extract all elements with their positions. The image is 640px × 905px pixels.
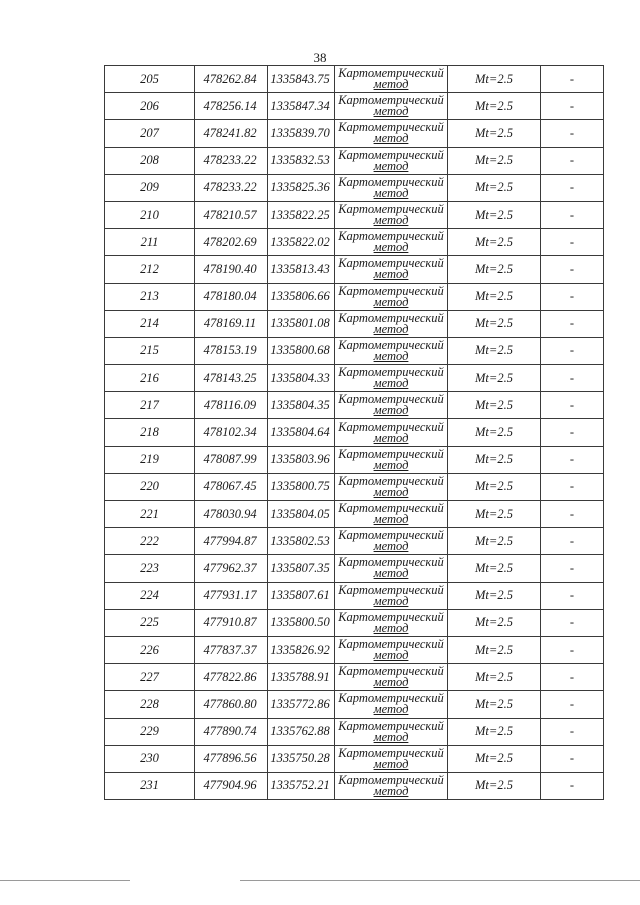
coord-x: 477860.80 [195, 691, 268, 718]
method-text-2: метод [373, 457, 409, 472]
accuracy-cell: Mt=2.5 [448, 636, 541, 663]
point-number: 219 [105, 446, 195, 473]
method-text-2: метод [373, 484, 409, 499]
accuracy-cell: Mt=2.5 [448, 229, 541, 256]
footer-line-left [0, 880, 130, 881]
method-text: Картометрический [338, 93, 444, 108]
note-cell: - [541, 528, 604, 555]
point-number: 225 [105, 609, 195, 636]
accuracy-cell: Mt=2.5 [448, 609, 541, 636]
note-cell: - [541, 582, 604, 609]
note-cell: - [541, 66, 604, 93]
method-text: Картометрический [338, 147, 444, 162]
table-row [105, 93, 604, 120]
coord-y: 1335822.25 [268, 201, 335, 228]
point-number: 209 [105, 174, 195, 201]
coord-x: 478143.25 [195, 365, 268, 392]
method-cell [335, 392, 448, 419]
note-cell: - [541, 691, 604, 718]
point-number: 211 [105, 229, 195, 256]
method-text: Картометрический [338, 174, 444, 189]
note-cell: - [541, 283, 604, 310]
method-text: Картометрический [338, 691, 444, 706]
table-row [105, 66, 604, 93]
method-text-2: метод [373, 240, 409, 255]
table-row [105, 555, 604, 582]
point-number: 216 [105, 365, 195, 392]
method-cell [335, 147, 448, 174]
table-row [105, 419, 604, 446]
method-cell [335, 446, 448, 473]
note-cell: - [541, 609, 604, 636]
method-text: Картометрический [338, 609, 444, 624]
coord-y: 1335843.75 [268, 66, 335, 93]
coord-x: 477962.37 [195, 555, 268, 582]
note-cell: - [541, 419, 604, 446]
coord-x: 478116.09 [195, 392, 268, 419]
table-row [105, 691, 604, 718]
method-text: Картометрический [338, 229, 444, 244]
method-cell [335, 745, 448, 772]
table-row [105, 582, 604, 609]
coordinates-table-body [105, 66, 604, 800]
method-text-2: метод [373, 593, 409, 608]
method-text: Картометрический [338, 310, 444, 325]
method-text: Картометрический [338, 501, 444, 516]
point-number: 210 [105, 201, 195, 228]
method-text: Картометрический [338, 664, 444, 679]
coord-y: 1335802.53 [268, 528, 335, 555]
note-cell: - [541, 501, 604, 528]
accuracy-cell: Mt=2.5 [448, 772, 541, 799]
method-cell [335, 66, 448, 93]
coord-y: 1335847.34 [268, 93, 335, 120]
coord-x: 478210.57 [195, 201, 268, 228]
coord-x: 477904.96 [195, 772, 268, 799]
method-cell [335, 365, 448, 392]
method-text: Картометрический [338, 365, 444, 380]
coord-x: 477910.87 [195, 609, 268, 636]
coord-y: 1335800.68 [268, 337, 335, 364]
table-row [105, 636, 604, 663]
note-cell: - [541, 555, 604, 582]
method-text-2: метод [373, 403, 409, 418]
method-cell [335, 718, 448, 745]
table-row [105, 120, 604, 147]
note-cell: - [541, 365, 604, 392]
coord-x: 478102.34 [195, 419, 268, 446]
method-cell [335, 310, 448, 337]
table-row [105, 229, 604, 256]
accuracy-cell: Mt=2.5 [448, 528, 541, 555]
accuracy-cell: Mt=2.5 [448, 501, 541, 528]
coord-x: 477896.56 [195, 745, 268, 772]
method-text-2: метод [373, 783, 409, 798]
method-text: Картометрический [338, 582, 444, 597]
point-number: 222 [105, 528, 195, 555]
note-cell: - [541, 310, 604, 337]
note-cell: - [541, 718, 604, 745]
coord-x: 477890.74 [195, 718, 268, 745]
table-row [105, 283, 604, 310]
table-row [105, 501, 604, 528]
coord-x: 478153.19 [195, 337, 268, 364]
point-number: 229 [105, 718, 195, 745]
method-text-2: метод [373, 702, 409, 717]
accuracy-cell: Mt=2.5 [448, 745, 541, 772]
coordinates-table [104, 65, 604, 800]
note-cell: - [541, 772, 604, 799]
point-number: 207 [105, 120, 195, 147]
coord-y: 1335832.53 [268, 147, 335, 174]
coord-y: 1335806.66 [268, 283, 335, 310]
method-text-2: метод [373, 77, 409, 92]
coord-y: 1335752.21 [268, 772, 335, 799]
coord-y: 1335800.75 [268, 473, 335, 500]
note-cell: - [541, 229, 604, 256]
method-text: Картометрический [338, 202, 444, 217]
coord-y: 1335807.61 [268, 582, 335, 609]
method-text-2: метод [373, 648, 409, 663]
note-cell: - [541, 174, 604, 201]
method-text-2: метод [373, 566, 409, 581]
method-text-2: метод [373, 267, 409, 282]
accuracy-cell: Mt=2.5 [448, 120, 541, 147]
accuracy-cell: Mt=2.5 [448, 392, 541, 419]
method-text: Картометрический [338, 555, 444, 570]
table-row [105, 201, 604, 228]
point-number: 231 [105, 772, 195, 799]
method-text: Картометрический [338, 256, 444, 271]
coord-y: 1335788.91 [268, 664, 335, 691]
method-cell [335, 419, 448, 446]
accuracy-cell: Mt=2.5 [448, 664, 541, 691]
method-cell [335, 582, 448, 609]
coord-y: 1335750.28 [268, 745, 335, 772]
method-text: Картометрический [338, 66, 444, 81]
point-number: 227 [105, 664, 195, 691]
table-row [105, 365, 604, 392]
method-text-2: метод [373, 729, 409, 744]
note-cell: - [541, 636, 604, 663]
point-number: 226 [105, 636, 195, 663]
method-cell [335, 174, 448, 201]
table-row [105, 337, 604, 364]
coord-y: 1335800.50 [268, 609, 335, 636]
method-cell [335, 201, 448, 228]
accuracy-cell: Mt=2.5 [448, 201, 541, 228]
accuracy-cell: Mt=2.5 [448, 310, 541, 337]
method-text: Картометрический [338, 419, 444, 434]
method-cell [335, 473, 448, 500]
accuracy-cell: Mt=2.5 [448, 66, 541, 93]
method-text-2: метод [373, 104, 409, 119]
coord-x: 478233.22 [195, 147, 268, 174]
note-cell: - [541, 392, 604, 419]
note-cell: - [541, 201, 604, 228]
method-cell [335, 337, 448, 364]
point-number: 206 [105, 93, 195, 120]
method-text: Картометрический [338, 637, 444, 652]
coord-y: 1335772.86 [268, 691, 335, 718]
method-text-2: метод [373, 185, 409, 200]
method-text-2: метод [373, 376, 409, 391]
point-number: 224 [105, 582, 195, 609]
method-text-2: метод [373, 620, 409, 635]
coord-x: 477837.37 [195, 636, 268, 663]
note-cell: - [541, 745, 604, 772]
method-text-2: метод [373, 348, 409, 363]
page-number: 38 [313, 50, 327, 65]
method-text-2: метод [373, 131, 409, 146]
accuracy-cell: Mt=2.5 [448, 718, 541, 745]
accuracy-cell: Mt=2.5 [448, 555, 541, 582]
point-number: 213 [105, 283, 195, 310]
coord-x: 478262.84 [195, 66, 268, 93]
coord-x: 478087.99 [195, 446, 268, 473]
point-number: 230 [105, 745, 195, 772]
method-cell [335, 609, 448, 636]
coord-x: 477931.17 [195, 582, 268, 609]
method-text-2: метод [373, 539, 409, 554]
accuracy-cell: Mt=2.5 [448, 419, 541, 446]
method-cell [335, 501, 448, 528]
table-row [105, 745, 604, 772]
note-cell: - [541, 446, 604, 473]
coord-y: 1335803.96 [268, 446, 335, 473]
table-row [105, 528, 604, 555]
table-row [105, 310, 604, 337]
coord-x: 478190.40 [195, 256, 268, 283]
method-text: Картометрический [338, 446, 444, 461]
point-number: 220 [105, 473, 195, 500]
accuracy-cell: Mt=2.5 [448, 691, 541, 718]
point-number: 214 [105, 310, 195, 337]
note-cell: - [541, 93, 604, 120]
table-row [105, 446, 604, 473]
coord-y: 1335801.08 [268, 310, 335, 337]
coord-x: 477822.86 [195, 664, 268, 691]
point-number: 215 [105, 337, 195, 364]
table-row [105, 609, 604, 636]
footer-line-right [240, 880, 640, 881]
coord-y: 1335807.35 [268, 555, 335, 582]
table-row [105, 174, 604, 201]
accuracy-cell: Mt=2.5 [448, 174, 541, 201]
method-cell [335, 772, 448, 799]
note-cell: - [541, 473, 604, 500]
accuracy-cell: Mt=2.5 [448, 147, 541, 174]
coord-y: 1335822.02 [268, 229, 335, 256]
method-text: Картометрический [338, 337, 444, 352]
accuracy-cell: Mt=2.5 [448, 256, 541, 283]
method-text: Картометрический [338, 120, 444, 135]
coord-y: 1335804.05 [268, 501, 335, 528]
coord-y: 1335839.70 [268, 120, 335, 147]
table-row [105, 718, 604, 745]
method-text: Картометрический [338, 718, 444, 733]
coord-x: 478241.82 [195, 120, 268, 147]
coord-x: 478202.69 [195, 229, 268, 256]
accuracy-cell: Mt=2.5 [448, 473, 541, 500]
table-row [105, 147, 604, 174]
coord-x: 478030.94 [195, 501, 268, 528]
method-text: Картометрический [338, 528, 444, 543]
point-number: 228 [105, 691, 195, 718]
coord-y: 1335804.64 [268, 419, 335, 446]
method-text: Картометрический [338, 745, 444, 760]
coord-y: 1335804.33 [268, 365, 335, 392]
point-number: 218 [105, 419, 195, 446]
method-text: Картометрический [338, 772, 444, 787]
method-cell [335, 283, 448, 310]
coord-y: 1335826.92 [268, 636, 335, 663]
method-cell [335, 528, 448, 555]
note-cell: - [541, 256, 604, 283]
method-cell [335, 691, 448, 718]
method-text-2: метод [373, 512, 409, 527]
accuracy-cell: Mt=2.5 [448, 446, 541, 473]
accuracy-cell: Mt=2.5 [448, 93, 541, 120]
coord-y: 1335825.36 [268, 174, 335, 201]
method-cell [335, 664, 448, 691]
coord-y: 1335804.35 [268, 392, 335, 419]
method-text: Картометрический [338, 283, 444, 298]
method-cell [335, 256, 448, 283]
coord-x: 478180.04 [195, 283, 268, 310]
accuracy-cell: Mt=2.5 [448, 365, 541, 392]
method-cell [335, 636, 448, 663]
point-number: 212 [105, 256, 195, 283]
method-cell [335, 120, 448, 147]
coord-x: 477994.87 [195, 528, 268, 555]
point-number: 208 [105, 147, 195, 174]
note-cell: - [541, 147, 604, 174]
accuracy-cell: Mt=2.5 [448, 582, 541, 609]
accuracy-cell: Mt=2.5 [448, 283, 541, 310]
coord-x: 478233.22 [195, 174, 268, 201]
table-row [105, 473, 604, 500]
method-text-2: метод [373, 294, 409, 309]
note-cell: - [541, 120, 604, 147]
point-number: 217 [105, 392, 195, 419]
note-cell: - [541, 337, 604, 364]
method-cell [335, 93, 448, 120]
method-text-2: метод [373, 158, 409, 173]
method-text-2: метод [373, 321, 409, 336]
method-cell [335, 555, 448, 582]
method-text-2: метод [373, 213, 409, 228]
method-text-2: метод [373, 675, 409, 690]
table-row [105, 772, 604, 799]
accuracy-cell: Mt=2.5 [448, 337, 541, 364]
coord-x: 478067.45 [195, 473, 268, 500]
table-row [105, 664, 604, 691]
coord-x: 478256.14 [195, 93, 268, 120]
coord-y: 1335813.43 [268, 256, 335, 283]
coord-x: 478169.11 [195, 310, 268, 337]
method-text: Картометрический [338, 392, 444, 407]
method-text: Картометрический [338, 473, 444, 488]
note-cell: - [541, 664, 604, 691]
table-row [105, 392, 604, 419]
point-number: 221 [105, 501, 195, 528]
table-row [105, 256, 604, 283]
method-text-2: метод [373, 756, 409, 771]
coord-y: 1335762.88 [268, 718, 335, 745]
method-cell [335, 229, 448, 256]
point-number: 223 [105, 555, 195, 582]
method-text-2: метод [373, 430, 409, 445]
point-number: 205 [105, 66, 195, 93]
